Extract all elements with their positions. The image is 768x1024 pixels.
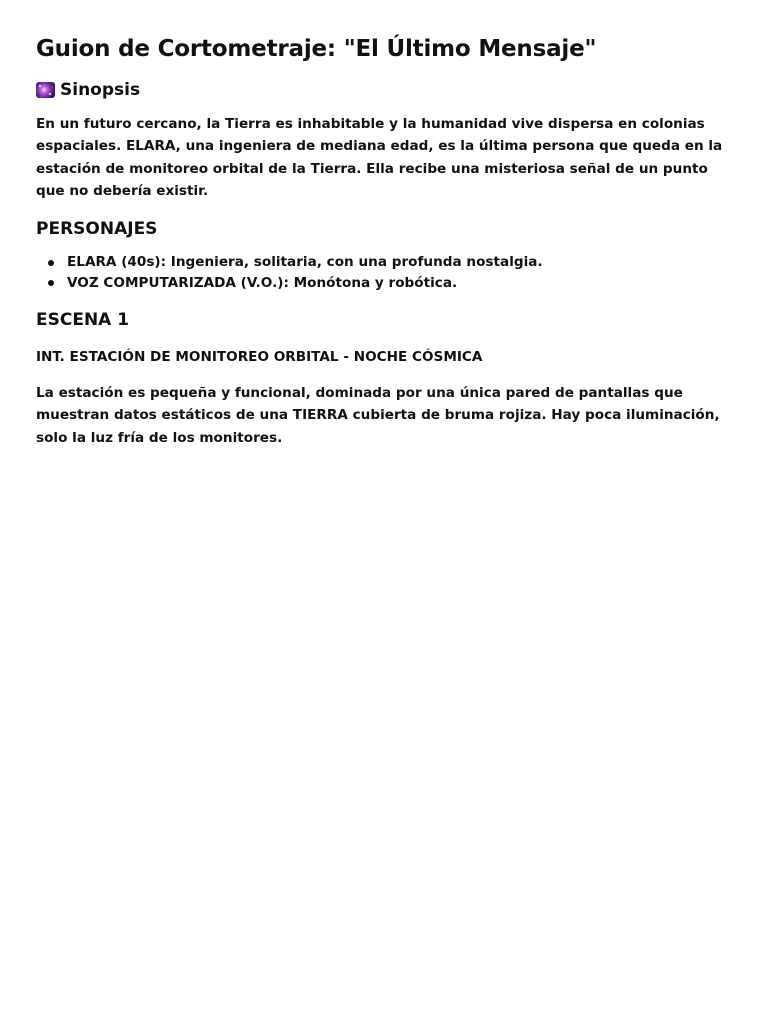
scene-slugline: INT. ESTACIÓN DE MONITOREO ORBITAL - NOCHE CÓSMICA — [36, 349, 483, 366]
synopsis-heading-label: Sinopsis — [60, 80, 141, 100]
document-title: Guion de Cortometraje: "El Último Mensaje" — [36, 36, 597, 62]
character-item — [48, 273, 732, 294]
synopsis-heading — [36, 79, 732, 101]
bullet-icon — [48, 260, 54, 266]
characters-heading: PERSONAJES — [36, 219, 158, 240]
character-item-text: ELARA (40s): Ingeniera, solitaria, con una profunda nostalgia. — [67, 254, 543, 271]
character-item-text: VOZ COMPUTARIZADA (V.O.): Monótona y robótica. — [67, 274, 458, 291]
synopsis-text: En un futuro cercano, la Tierra es inhabitable y la humanidad vive dispersa en colonias espaciales. ELARA, una ingeniera de mediana edad, es la última persona que queda en la estación de monitoreo orbital de la Tierra. Ella recibe una misteriosa señal de un punto que no debería existir. — [36, 116, 723, 199]
characters-list — [36, 252, 732, 293]
scene-description: La estación es pequeña y funcional, dominada por una única pared de pantallas que muestran datos estáticos de una TIERRA cubierta de bruma rojiza. Hay poca iluminación, solo la luz fría de los monitores. — [36, 385, 720, 446]
character-item — [48, 252, 732, 273]
scene-heading: ESCENA 1 — [36, 310, 130, 331]
galaxy-icon — [36, 82, 55, 98]
bullet-icon — [48, 280, 54, 286]
